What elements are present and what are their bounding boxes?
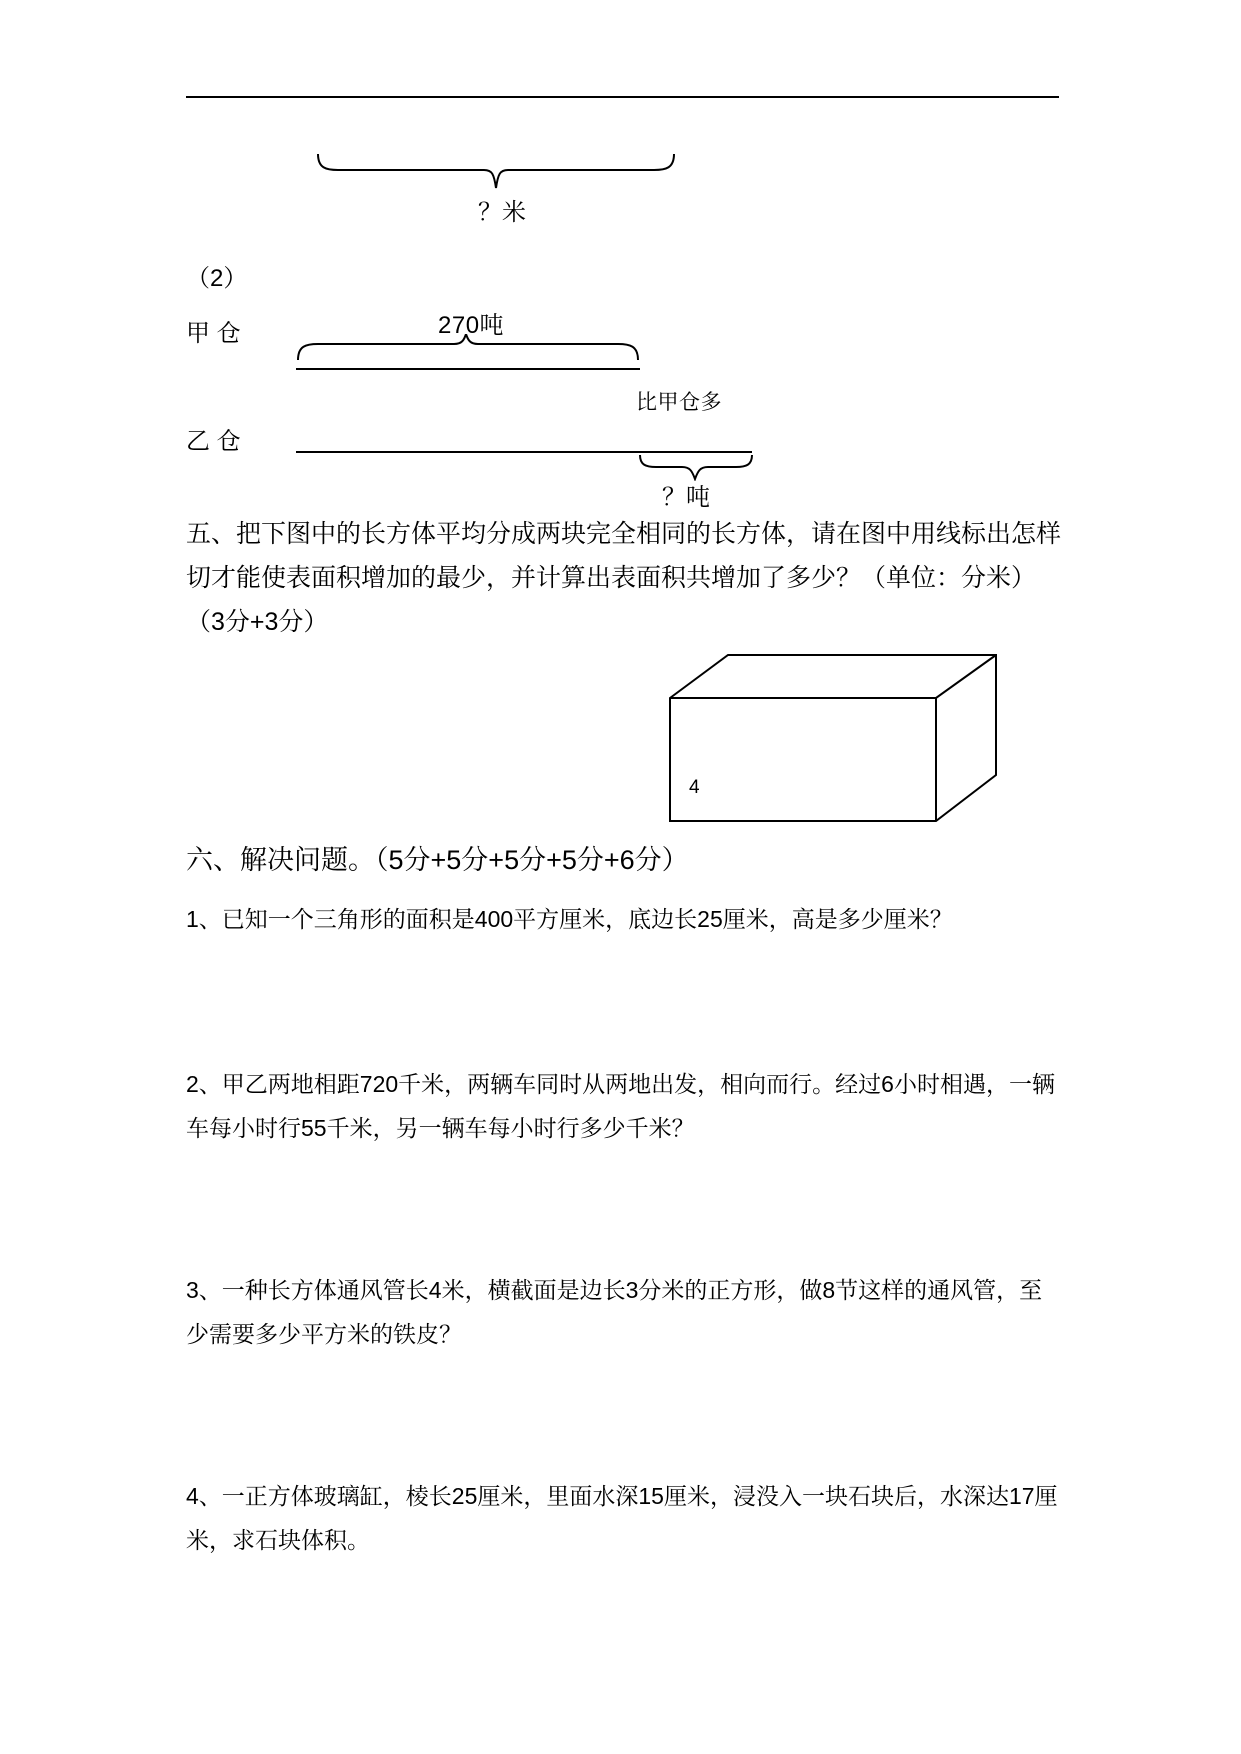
section-6-heading: 六、解决问题。（5分+5分+5分+5分+6分） — [186, 845, 689, 875]
question-2-number: （2） — [186, 265, 248, 292]
problem-1: 1、已知一个三角形的面积是400平方厘米，底边长25厘米，高是多少厘米？ — [186, 906, 953, 932]
cuboid-dimension-label: 4 — [689, 777, 701, 798]
diagram-top-brace — [316, 150, 676, 192]
bar-warehouse-a — [296, 368, 640, 370]
label-warehouse-b: 乙 仓 — [186, 428, 241, 455]
problem-4: 4、一正方体玻璃缸，棱长25厘米，里面水深15厘米，浸没入一块石块后，水深达17厘米，求石块体积。 — [186, 1483, 1058, 1553]
problem-3: 3、一种长方体通风管长4米，横截面是边长3分米的正方形，做8节这样的通风管，至少需要多少平方米的铁皮？ — [186, 1277, 1043, 1347]
brace-warehouse-a — [296, 334, 640, 364]
diagram-top-label: ？米 — [478, 199, 526, 226]
value-warehouse-a: 270吨 — [438, 312, 505, 339]
header-divider — [186, 96, 1059, 98]
label-warehouse-a: 甲 仓 — [186, 320, 241, 347]
compare-text-warehouse-b: 比甲仓多 — [636, 391, 722, 414]
cuboid-figure — [668, 653, 998, 843]
value-warehouse-b-unknown: ？吨 — [662, 484, 710, 511]
section-5-text: 五、把下图中的长方体平均分成两块完全相同的长方体，请在图中用线标出怎样切才能使表面积增加的最少，并计算出表面积共增加了多少？（单位：分米）（3分+3分） — [186, 520, 1062, 636]
problem-2: 2、甲乙两地相距720千米，两辆车同时从两地出发，相向而行。经过6小时相遇，一辆车每小时行55千米，另一辆车每小时行多少千米？ — [186, 1071, 1055, 1141]
